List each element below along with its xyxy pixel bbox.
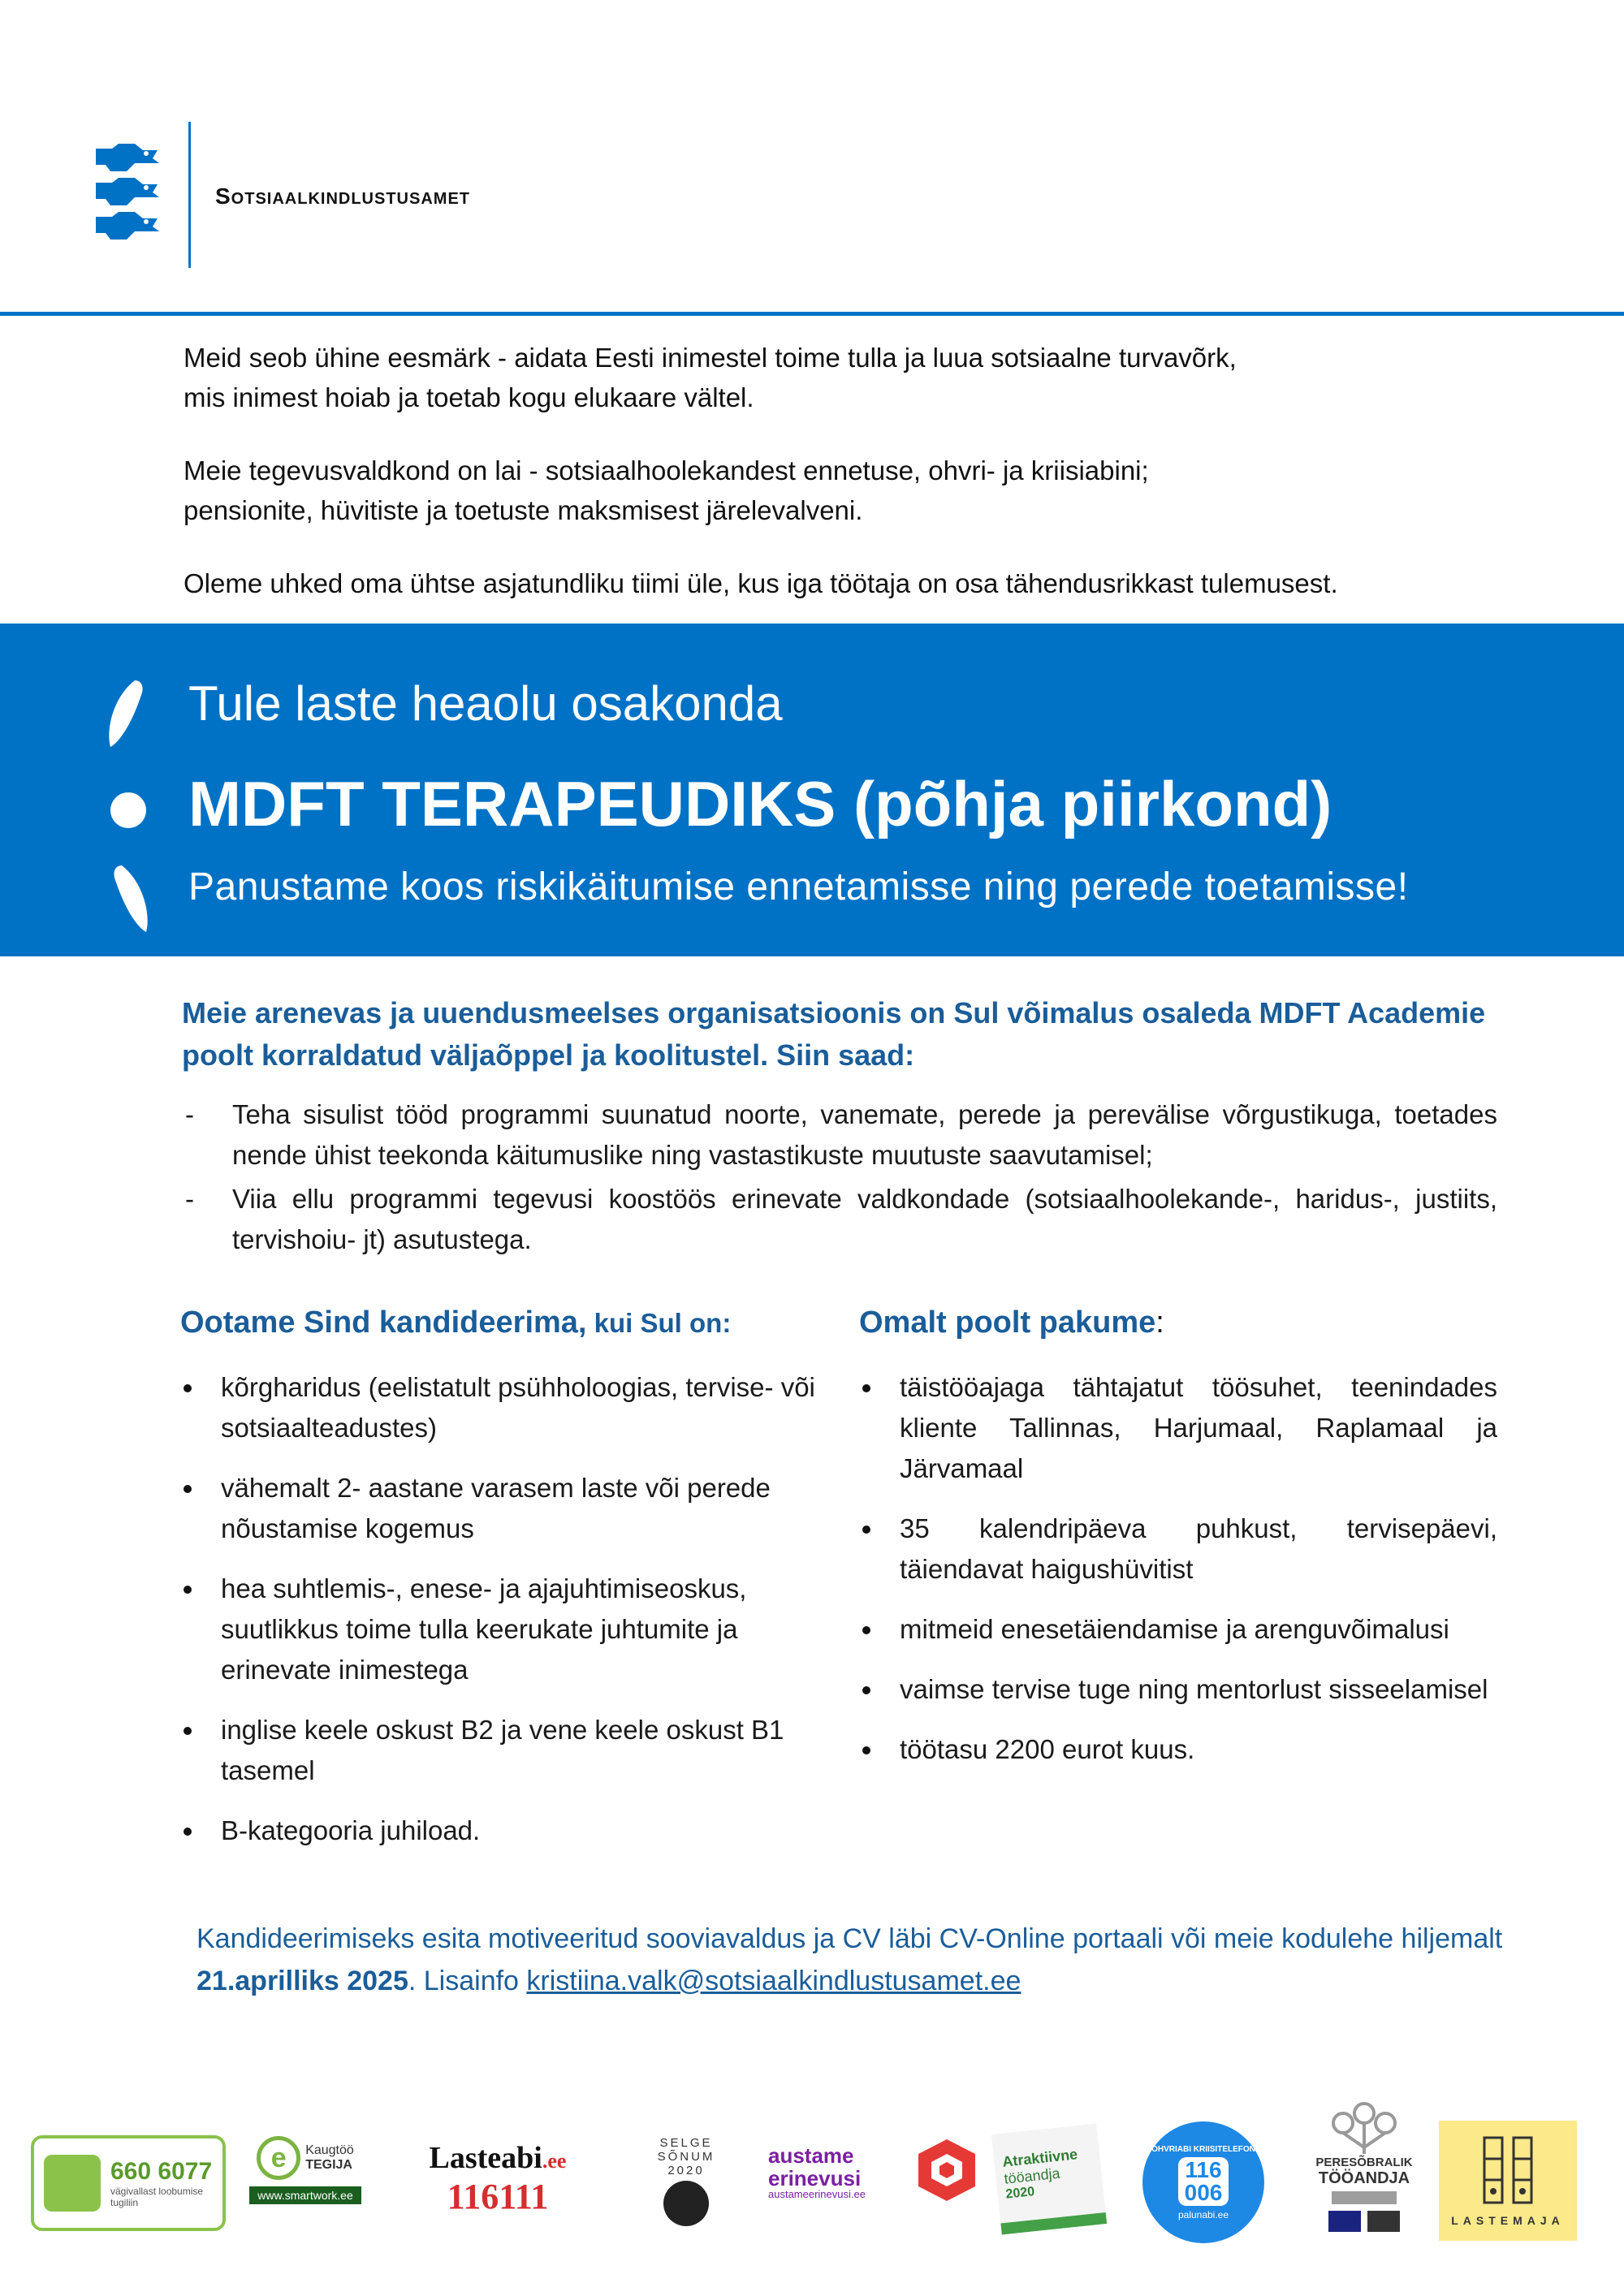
list-item: inglise keele oskust B2 ja vene keele oskust B1 tasemel [180, 1710, 830, 1791]
lead-paragraph: Meie arenevas ja uuendusmeelses organisatsioonis on Sul võimalus osaleda MDFT Academie poolt korraldatud väljaõppel ja koolitustel. Siin saad: [182, 996, 1486, 1072]
offer-list [859, 1367, 1497, 1789]
atraktiivne-line-2: tööandja [1003, 2164, 1061, 2187]
offer-heading [859, 1306, 1164, 1340]
tree-icon [1325, 2099, 1403, 2156]
eu-flag-icon [1328, 2211, 1361, 2232]
kaugtoo-url: www.smartwork.ee [249, 2186, 361, 2204]
intro-paragraph-1 [184, 338, 1499, 417]
list-item: täistööajaga tähtajatut töösuhet, teenindades kliente Tallinnas, Harjumaal, Raplamaal ja Järvamaal [859, 1367, 1497, 1489]
kaugtoo-logo [240, 2126, 370, 2215]
offer-heading-tail: : [1155, 1306, 1164, 1340]
intro-paragraph-3 [184, 563, 1499, 603]
list-item: töötasu 2200 eurot kuus. [859, 1729, 1497, 1770]
kaugtoo-line-1: Kaugtöö [305, 2143, 354, 2157]
selge-line-1: SELGE [659, 2135, 713, 2150]
requirements-list [180, 1367, 830, 1871]
list-item: B-kategooria juhiload. [180, 1810, 830, 1851]
header-rule-line [0, 312, 1624, 316]
red-cube-icon [914, 2134, 979, 2207]
list-item: mitmeid enesetäiendamise ja arenguvõimalusi [859, 1609, 1497, 1650]
intro-p2-line2: pensionite, hüvitiste ja toetuste maksmisest järelevalveni. [184, 495, 863, 525]
lastemaja-logo [1439, 2121, 1577, 2241]
support-line-phone: 660 6077 [110, 2158, 213, 2185]
kriis-number-2: 006 [1184, 2179, 1223, 2205]
requirements-heading-tail: kui Sul on: [586, 1308, 732, 1338]
intro-p1-line2: mis inimest hoiab ja toetab kogu elukaare vältel. [184, 382, 754, 412]
banner-pretitle: Tule laste heaolu osakonda [188, 676, 783, 731]
org-name: Sotsiaalkindlustusamet [215, 183, 470, 209]
lead-list [182, 1094, 1497, 1263]
support-line-logo [31, 2135, 226, 2231]
fund-logo-icon [1367, 2211, 1400, 2232]
austame-line-1: austame [768, 2143, 854, 2168]
estonian-lions-logo-icon [91, 142, 169, 250]
selge-line-2: SÕNUM [657, 2149, 715, 2164]
list-item: kõrgharidus (eelistatult psühholoogias, tervise- või sotsiaalteadustes) [180, 1367, 830, 1448]
apply-text-1: Kandideerimiseks esita motiveeritud sooviavaldus ja CV läbi CV-Online portaali või meie kodulehe hiljemalt [197, 1923, 1503, 1954]
ohvriabi-kriisitelefon-logo [1140, 2119, 1267, 2246]
kriis-caption: OHVRIABI KRIISITELEFON [1151, 2144, 1255, 2154]
intro-p1-line1: Meid seob ühine eesmärk - aidata Eesti inimestel toime tulla ja luua sotsiaalne turvavõrk, [184, 343, 1237, 373]
selge-badge-icon [663, 2181, 709, 2226]
austame-erinevusi-logo [768, 2127, 914, 2216]
kriis-url: palunabi.ee [1177, 2208, 1229, 2220]
e-letter-icon: e [257, 2136, 300, 2180]
lastemaja-label: LASTEMAJA [1451, 2214, 1565, 2227]
support-line-caption: vägivallast loobumise tugiliin [110, 2186, 204, 2208]
austame-line-2: erinevusi [768, 2166, 862, 2190]
header-divider [188, 122, 191, 268]
perefriendly-employer-logo [1315, 2088, 1413, 2242]
austame-url: austameerinevusi.ee [768, 2188, 866, 2200]
hands-icon [44, 2155, 101, 2212]
quote-mark-icon [106, 680, 151, 932]
pere-line-2: TÖÖANDJA [1318, 2169, 1410, 2187]
list-item: vaimse tervise tuge ning mentorlust sisseelamisel [859, 1669, 1497, 1710]
contact-email-link[interactable]: kristiina.valk@sotsiaalkindlustusamet.ee [526, 1966, 1021, 1996]
lasteabi-logo [425, 2134, 570, 2223]
list-item: 35 kalendripäeva puhkust, tervisepäevi, täiendavat haigushüvitist [859, 1508, 1497, 1590]
list-item: hea suhtlemis-, enese- ja ajajuhtimiseoskus, suutlikkus toime tulla keerukate juhtumite ja erinevate inimestega [180, 1569, 830, 1690]
lastemaja-house-icon [1479, 2134, 1536, 2209]
offer-heading-main: Omalt poolt pakume [859, 1306, 1156, 1340]
intro-p3: Oleme uhked oma ühtse asjatundliku tiimi üle, kus iga töötaja on osa tähendusrikkast tulemusest. [184, 568, 1338, 598]
atraktiivne-toandja-logo [989, 2122, 1109, 2236]
lasteabi-number: 116111 [447, 2176, 549, 2216]
kaugtoo-line-2: TEGIJA [305, 2158, 352, 2172]
banner-title: MDFT TERAPEUDIKS (põhja piirkond) [188, 768, 1332, 839]
list-item: - Viia ellu programmi tegevusi koostöös erinevate valdkondade (sotsiaalhoolekande-, haridus-, justiits, tervishoiu- jt) asutustega. [182, 1179, 1497, 1260]
intro-paragraph-2 [184, 451, 1499, 530]
pere-line-1: PERESÕBRALIK [1315, 2156, 1413, 2169]
apply-instructions [197, 1918, 1528, 2002]
intro-p2-line1: Meie tegevusvaldkond on lai - sotsiaalhoolekandest ennetuse, ohvri- ja kriisiabini; [184, 455, 1149, 486]
atraktiivne-line-1: Atraktiivne [1001, 2146, 1079, 2170]
lasteabi-domain: .ee [542, 2148, 567, 2173]
kriis-number-1: 116 [1185, 2156, 1222, 2182]
requirements-heading [180, 1306, 731, 1340]
apply-text-2: . Lisainfo [408, 1966, 527, 1996]
requirements-heading-main: Ootame Sind kandideerima, [180, 1306, 587, 1340]
banner-subtitle: Panustame koos riskikäitumise ennetamisse ning perede toetamisse! [188, 865, 1409, 908]
selge-line-3: 2020 [667, 2163, 705, 2177]
list-item: - Teha sisulist tööd programmi suunatud noorte, vanemate, perede ja perevälise võrgustikuga, toetades nende ühist teekonda käitumuslike ning vastastikuste muutuste saavutamisel; [182, 1094, 1497, 1176]
apply-deadline: 21.aprilliks 2025 [197, 1966, 408, 1996]
lasteabi-name: Lasteabi [429, 2140, 542, 2175]
intro-text [184, 338, 1499, 637]
selge-sonum-logo [650, 2127, 723, 2234]
list-item: vähemalt 2- aastane varasem laste või perede nõustamise kogemus [180, 1468, 830, 1549]
atraktiivne-line-3: 2020 [1004, 2185, 1035, 2202]
pere-badge-strip [1332, 2191, 1397, 2204]
